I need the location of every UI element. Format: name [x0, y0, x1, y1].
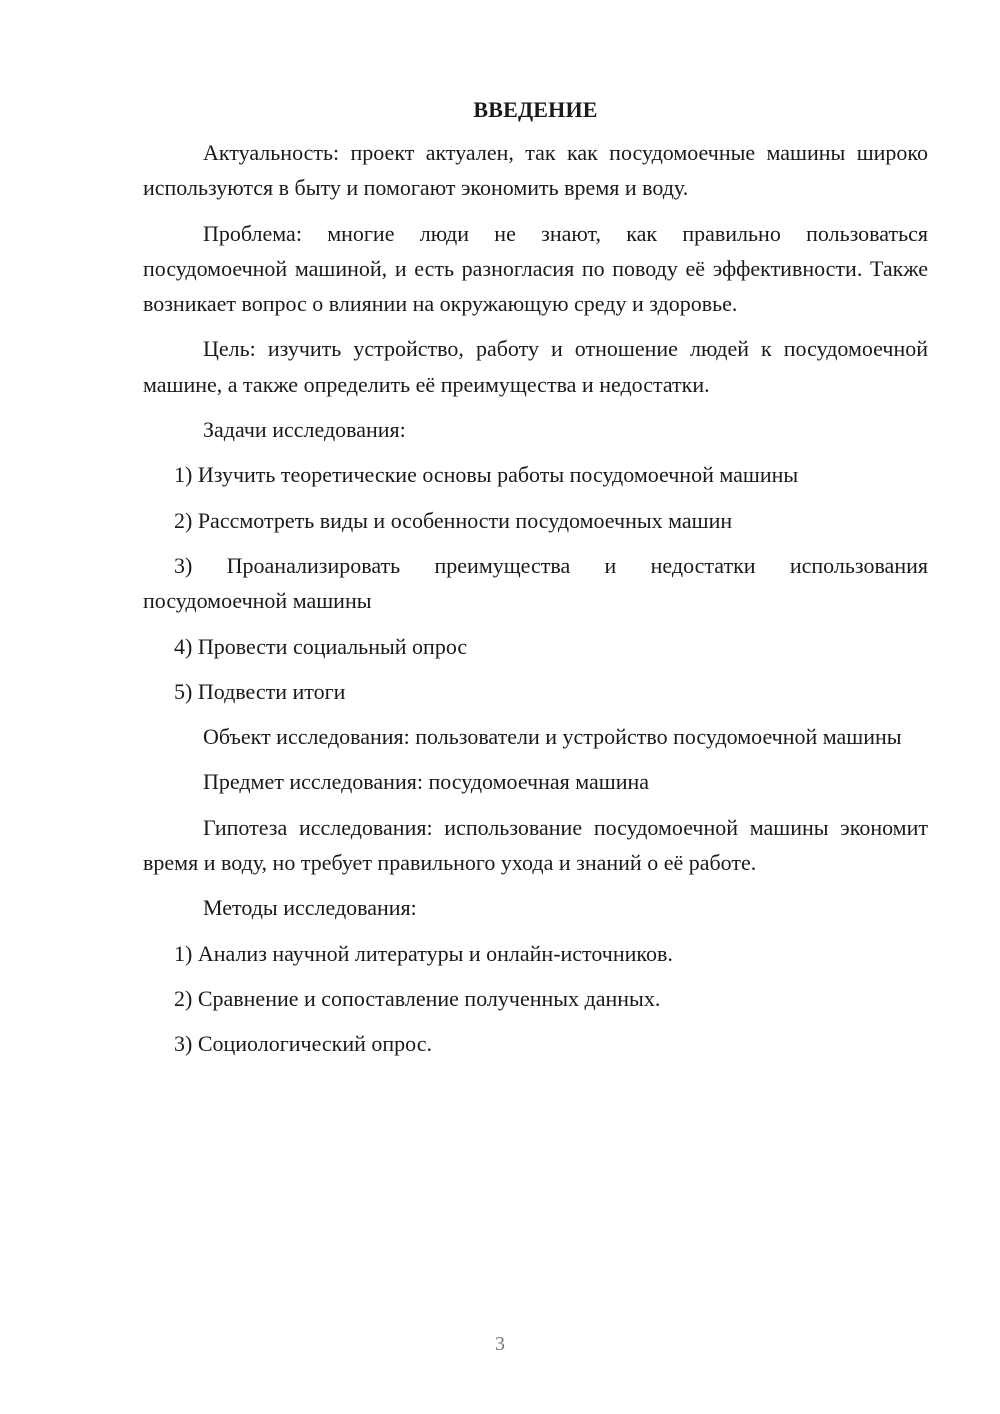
method-item: 1) Анализ научной литературы и онлайн-источников.	[174, 940, 673, 966]
relevance-paragraph: Актуальность: проект актуален, так как посудомоечные машины широко используются в быту и помогают экономить время и воду.	[143, 140, 928, 201]
task-item: 5) Подвести итоги	[174, 678, 346, 704]
page-number: 3	[495, 1333, 505, 1355]
method-item: 3) Социологический опрос.	[174, 1031, 432, 1057]
document-page	[143, 92, 928, 1072]
section-title: ВВЕДЕНИЕ	[473, 97, 598, 122]
method-item: 2) Сравнение и сопоставление полученных данных.	[174, 985, 661, 1011]
tasks-heading: Задачи исследования:	[203, 417, 406, 443]
task-item: 1) Изучить теоретические основы работы посудомоечной машины	[174, 462, 799, 488]
task-item: 3) Проанализировать преимущества и недостатки использования посудомоечной машины	[143, 552, 928, 614]
hypothesis-paragraph: Гипотеза исследования: использование посудомоечной машины экономит время и воду, но требует правильного ухода и знаний о её работе.	[143, 814, 928, 876]
subject-paragraph: Предмет исследования: посудомоечная машина	[203, 769, 650, 795]
goal-paragraph: Цель: изучить устройство, работу и отношение людей к посудомоечной машине, а также определить её преимущества и недостатки.	[143, 336, 928, 397]
object-paragraph: Объект исследования: пользователи и устройство посудомоечной машины	[203, 724, 902, 750]
methods-heading: Методы исследования:	[203, 895, 417, 921]
task-item: 4) Провести социальный опрос	[174, 633, 468, 659]
task-item: 2) Рассмотреть виды и особенности посудомоечных машин	[174, 507, 733, 533]
problem-paragraph: Проблема: многие люди не знают, как правильно пользоваться посудомоечной машиной, и есть разногласия по поводу её эффективности. Также возникает вопрос о влиянии на окружающую среду и здоровье.	[143, 220, 928, 317]
